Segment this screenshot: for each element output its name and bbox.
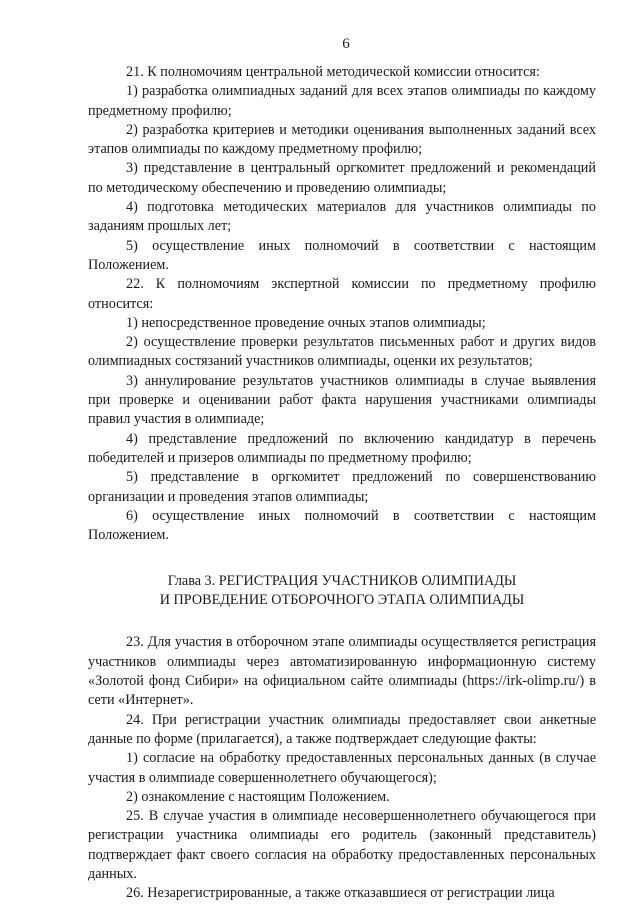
- list-item-21-2: 2) разработка критериев и методики оценивания выполненных заданий всех этапов олимпиады по каждому предметному профилю;: [88, 121, 596, 158]
- paragraph-24: 24. При регистрации участник олимпиады предоставляет свои анкетные данные по форме (прилагается), а также подтверждает следующие факты:: [88, 711, 596, 747]
- paragraph-21: 21. К полномочиям центральной методической комиссии относится:: [126, 64, 540, 80]
- chapter-heading-line-2: И ПРОВЕДЕНИЕ ОТБОРОЧНОГО ЭТАПА ОЛИМПИАДЫ: [159, 592, 525, 609]
- list-item-22-6: 6) осуществление иных полномочий в соответствии с настоящим Положением.: [88, 507, 596, 544]
- chapter-heading-line-1: Глава 3. РЕГИСТРАЦИЯ УЧАСТНИКОВ ОЛИМПИАДЫ: [167, 573, 517, 590]
- list-item-21-5: 5) осуществление иных полномочий в соответствии с настоящим Положением.: [88, 237, 596, 273]
- list-item-22-2: 2) осуществление проверки результатов письменных работ и других видов олимпиадных состязаний участников олимпиады, оценки их результатов;: [88, 334, 596, 370]
- paragraph-25: 25. В случае участия в олимпиаде несовершеннолетнего обучающегося при регистрации участника олимпиады его родитель (законный представитель) подтверждает факт своего согласия на обработку предоставленных персональных данных.: [88, 808, 596, 882]
- list-item-22-1: 1) непосредственное проведение очных этапов олимпиады;: [126, 314, 486, 331]
- list-item-24-1: 1) согласие на обработку предоставленных персональных данных (в случае участия в олимпиаде совершеннолетнего обучающегося);: [88, 750, 596, 786]
- list-item-21-1: 1) разработка олимпиадных заданий для всех этапов олимпиады по каждому предметному профилю;: [88, 83, 596, 119]
- list-item-21-3: 3) представление в центральный оргкомитет предложений и рекомендаций по методическому обеспечению и проведению олимпиады;: [88, 160, 596, 196]
- list-item-22-4: 4) представление предложений по включению кандидатур в перечень победителей и призеров олимпиады по предметному профилю;: [88, 430, 596, 466]
- paragraph-23: 23. Для участия в отборочном этапе олимпиады осуществляется регистрация участников олимпиады через автоматизированную информационную систему «Золотой фонд Сибири» на официальном сайте олимпиады (https://irk-olimp.ru/) в сети «Интернет».: [88, 634, 596, 709]
- list-item-22-5: 5) представление в оргкомитет предложений по совершенствованию организации и проведения этапов олимпиады;: [88, 469, 596, 505]
- list-item-22-3: 3) аннулирование результатов участников олимпиады в случае выявления при проверке и оценивании работ факта нарушения участниками олимпиады правил участия в олимпиаде;: [88, 372, 596, 428]
- paragraph-22: 22. К полномочиям экспертной комиссии по предметному профилю относится:: [88, 276, 596, 312]
- paragraph-26: 26. Незарегистрированные, а также отказавшиеся от регистрации лица: [126, 885, 555, 902]
- list-item-24-2: 2) ознакомление с настоящим Положением.: [126, 788, 390, 805]
- chapter-heading: [88, 572, 596, 610]
- page-number: 6: [342, 36, 350, 52]
- list-item-21-4: 4) подготовка методических материалов для участников олимпиады по заданиям прошлых лет;: [88, 199, 596, 235]
